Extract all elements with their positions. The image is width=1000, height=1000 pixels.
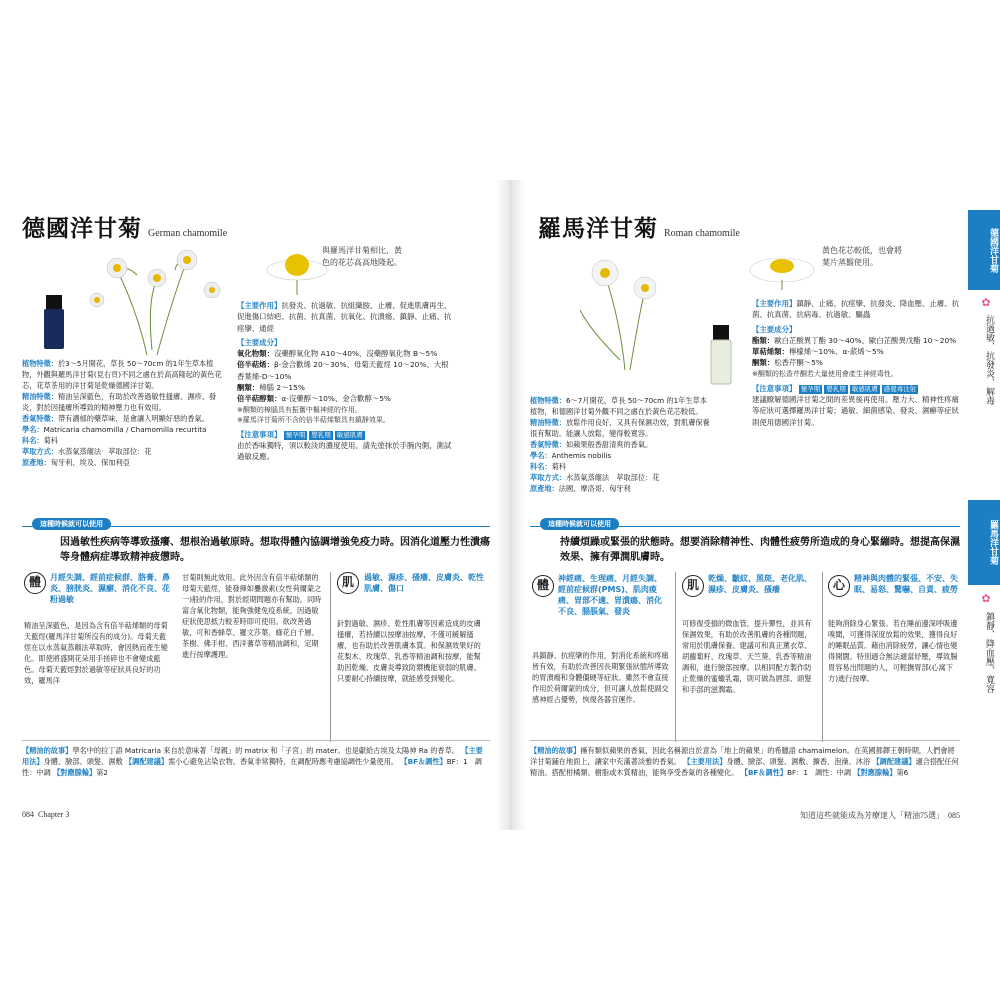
headline-right: 持續煩躁或緊張的狀態時。想要消除精神性、肉體性疲勞所造成的身心緊繃時。想提高保濕效果、擁有彈潤肌膚時。	[560, 537, 960, 563]
flower-icon: ✿	[981, 296, 991, 309]
plant-facts-left: 植物特徵：於3～5月開花，草長 50～70cm 的1年生草本植物，外觀與羅馬洋甘菊(見右頁)不同之處在於高高隆起的黃色花芯，花草茶用的洋甘菊是乾燥德國洋甘菊。 精油特徵：精油呈深藍色，有助於改善過敏性搔癢、濕疹、發炎，對於因搔癢所導致的精神壓力也有效用。 香氣特徵：帶有濃郁的藥草味，是會讓人明顯好惡的香氣。 學名：Matricaria chamomilla / Chamomilla recurtita 科名：菊科 萃取方式：水蒸氣蒸餾法 萃取部位：花 原產地：匈牙利、埃及、保加利亞	[22, 359, 222, 467]
flower-icon-2: ✿	[981, 592, 991, 605]
info-column-right: 【主要作用】鎮靜、止痛、抗痙攣、抗發炎、降血壓、止癢、抗菌、抗真菌、抗病毒、抗過敏、驅蟲 【主要成分】 酯類：歐白芷酸異丁酯 30～40%、歐白芷酸異戊酯 10～20% 單萜烯類：檸檬烯～10%、α-蒎烯～5% 酮類：松香芹酮～5% ※酮類的松香芹酮若大量使用會產生神經毒性。 【注意事項】 懷孕期 嬰乳期 敏感肌膚 感覺毒注射 建議瞭解德國洋甘菊之間的差異後再使用。壓力大、精神性疼痛等症狀可選擇羅馬洋甘菊；過敏、細菌感染、發炎、濕癬等症狀則使用德國洋甘菊。	[752, 298, 962, 428]
components-list: 氧化物類：沒藥醇氧化物 A10～40%、沒藥醇氧化物 B～5% 倍半萜烯：β-金合歡烯 20～30%、母菊天藍烴 10～20%、大根香葉烯-D～10% 酮類：樟腦 2～15% 倍半萜醇類：α-沒藥醇～10%、金合歡醇～5%	[237, 349, 449, 404]
components-list-right: 酯類：歐白芷酸異丁酯 30～40%、歐白芷酸異戊酯 10～20% 單萜烯類：檸檬烯～10%、α-蒎烯～5% 酮類：松香芹酮～5%	[752, 335, 957, 368]
right-page	[530, 180, 978, 820]
skin-icon: 肌	[337, 572, 359, 594]
german-chamomile-illustration	[77, 240, 247, 355]
page-number-left: 084 Chapter 3	[22, 810, 70, 819]
tab1-keywords: 抗過敏、抗發炎、解毒	[984, 315, 994, 405]
essential-oil-bottle-clear-icon	[708, 325, 734, 385]
body-text-right: 具鎮靜、抗痙攣的作用，對消化系統和疼痛皆有效，有助於改善因長期緊張狀態所導致的胃潰瘍和身體僵硬等症狀。雖然不會直接作用於荷爾蒙的成分，但可讓人放鬆使副交感神經占優勢，恢復各器官運作。	[532, 651, 669, 704]
roman-chamomile-illustration	[550, 240, 700, 370]
tab-roman-chamomile[interactable]: 羅馬洋甘菊	[968, 500, 1000, 585]
tab-german-chamomile[interactable]: 德國洋甘菊	[968, 210, 1000, 290]
column-divider-right-1	[675, 572, 676, 742]
body-section-left: 月經失調、經前症候群、胳膏、鼻炎、膀胱炎、濕癬、消化不良、花粉過敏	[50, 573, 170, 604]
tab2-keywords: 鎮靜、降血壓、寬容	[984, 612, 994, 693]
page-title-left: 德國洋甘菊 German chamomile	[22, 215, 228, 242]
skin-section-left: 過敏、濕疹、搔癢、皮膚炎、乾性肌膚、傷口	[364, 573, 484, 593]
roman-flower-image	[745, 240, 820, 290]
body-section-right: 神經痛、生理痛、月經失調、經前症候群(PMS)、肌肉痠痛、胃部不適、胃潰瘍、消化不良、腸脹氣、發炎	[558, 574, 662, 616]
body-icon-right: 體	[532, 575, 554, 597]
body-text-left-continued: 甘菊則無此效用。此外因含有倍半萜烯類的母菊天藍烴，能發揮如疊激素(女性荷爾蒙之一)般的作用，對於經期問題亦有幫助。同時富含氧化物類，能夠強健免疫系統，因過敏症狀使思抵力較差時即可使用。欲改善過敏，可和香蜂草、羅文莎葉、綠花白千層、茶樹、佛手柑、西洋蓍草等精油調和，定期進行按摩護理。	[182, 573, 322, 659]
skin-text-right: 可修復受損的微血管，提升彈性，並具有保濕效果，有助於改善肌膚的各種問題，常用於肌膚保養。建議可和真正薰衣草、胡蘿蔔籽、玫瑰草、天竺葵、乳香等精油調和，進行臉部按摩。以相同配方製作防止乾燥的蜜蠟乳霜，則可做為唇部、頭髮和手部的滋潤霜。	[682, 619, 812, 694]
column-divider-right-2	[822, 572, 823, 742]
skin-icon-right: 肌	[682, 575, 704, 597]
essential-oil-story-left: 【精油的故事】學名中的拉丁語 Matricaria 來自於意味著「母親」的 matrix 和「子宮」的 mater。也是獻給古埃及太陽神 Ra 的香草。 【主要用法】身體、臉部、頭髮、濕敷 【調配建議】需小心避免沾染衣物。香氣非常獨特，在調配時應考慮協調性少量使用。 【BF＆調性】BF：1 調性：中調 【對應腺輪】第2	[22, 746, 483, 777]
mind-section-right: 精神與肉體的緊張、不安、失眠、易怒、驚嚇、自責、疲勞	[854, 574, 958, 594]
usage-callout-right: 這種時候就可以使用	[540, 518, 619, 530]
headline-left: 因過敏性疾病等導致搔癢、想根治過敏原時。想取得體內協調增強免疫力時。因消化道壓力性潰瘍等身體病症導致精神疲憊時。	[60, 537, 490, 563]
bottom-divider-right	[530, 740, 960, 741]
usage-callout-left: 這種時候就可以使用	[32, 518, 111, 530]
plant-facts-right: 植物特徵：6～7月開花，草長 50～70cm 的1年生草本植物，和德國洋甘菊外觀不同之處在於黃色花芯較低。 精油特徵：放鬆作用良好，又具有保濕功效，對肌膚保養很有幫助。能讓人放鬆，變得較寬容。 香氣特徵：如蘋果般香甜清爽的香氣。 學名：Anthemis nobilis 科名：菊科 萃取方式：水蒸氣蒸餾法 萃取部位：花 原產地：法國、摩洛哥、匈牙利	[530, 396, 710, 493]
page-footer-right: 知道這些就能成為芳療達人「精油75選」 085	[800, 811, 960, 820]
body-icon: 體	[24, 572, 46, 594]
essential-oil-bottle-icon	[40, 295, 68, 350]
column-divider	[330, 572, 331, 742]
body-text-left: 精油呈深藍色，是因為含有倍半萜烯類的母菊天藍烴(羅馬洋甘菊所沒有的成分)。母菊天藍烴在以水蒸氣蒸餾法萃取時，會因熱而產生變化。即使將盛開花朵用手搓碎也不會變成藍色。母菊天藍烴對於過敏等症狀具良好的功效，羅馬洋	[24, 621, 168, 685]
bottom-divider	[22, 740, 490, 741]
info-column-left: 【主要作用】抗發炎、抗過敏、抗組織胺、止癢、促進肌膚再生、促進傷口結疤、抗菌、抗真菌、抗氧化、抗潰瘍、鎮靜、止痛、抗痙攣、通經 【主要成分】 氧化物類：沒藥醇氧化物 A10～40%、沒藥醇氧化物 B～5% 倍半萜烯：β-金合歡烯 20～30%、母菊天藍烴 10～20%、大根香葉烯-D～10% 酮類：樟腦 2～15% 倍半萜醇類：α-沒藥醇～10%、金合歡醇～5% ※酮類的樟腦具有振奮中樞神經的作用。 ※羅馬洋甘菊所不含的倍半萜烯類具有鎮靜效果。 【注意事項】 懷孕期 嬰乳期 敏感肌膚 由於香味獨特，須以較淡的濃度使用。請先塗抹於手腕內側，測試過敏反應。	[237, 301, 452, 462]
skin-text-left: 針對過敏、濕疹、乾性肌膚等因素造成的皮膚搔癢，若持續以按摩油按摩，不僅可緩解搔癢，也有助於改善肌膚本質。和保濕效果好的花梨木、玫瑰草、乳香等精油調和按摩，能幫助因乾燥、皮膚炎導致防禦機能衰弱的肌膚。只要耐心持續按摩，就能感受到變化。	[337, 619, 481, 683]
book-spine	[496, 180, 526, 830]
essential-oil-story-right: 【精油的故事】擁有類似蘋果的香氣，因此名稱源自於意為「地上的蘋果」的希臘語 chamaimelon。在英國都鐸王朝時期，人們會將洋甘菊鋪在地面上，讓家中充滿著淡雅的香氣。 【主要用法】身體、臉部、頭髮、濕敷、擴香、泡澡、沐浴 【調配建議】適合搭配任何精油。搭配柑橘類、樹脂或木質精油，能夠享受香氣的各種變化。 【BF＆調性】BF：1 調性：中調 【對應腺輪】第6	[530, 746, 959, 777]
image-note-left: 與羅馬洋甘菊相比，黃色的花芯高高地隆起。	[322, 246, 402, 267]
page-title-right: 羅馬洋甘菊 Roman chamomile	[538, 215, 740, 242]
mind-icon: 心	[828, 575, 850, 597]
mind-text-right: 能夠消除身心緊張。若在睡前邊深呼吸邊嗅聞，可獲得深度放鬆的效果，獲得良好的睡眠品質。藉由消除疲勞，讓心情也變得開闊。特別適合無法適當紓壓，導致腸胃容易出問題的人，可輕撫胃部(心窩下方)進行按摩。	[828, 619, 958, 683]
left-page	[22, 180, 490, 820]
skin-section-right: 乾燥、皺紋、黑斑、老化肌、濕疹、皮膚炎、搔癢	[708, 574, 812, 594]
image-note-right: 黃色花芯較低，也會將葉片蒸餾使用。	[822, 246, 902, 267]
